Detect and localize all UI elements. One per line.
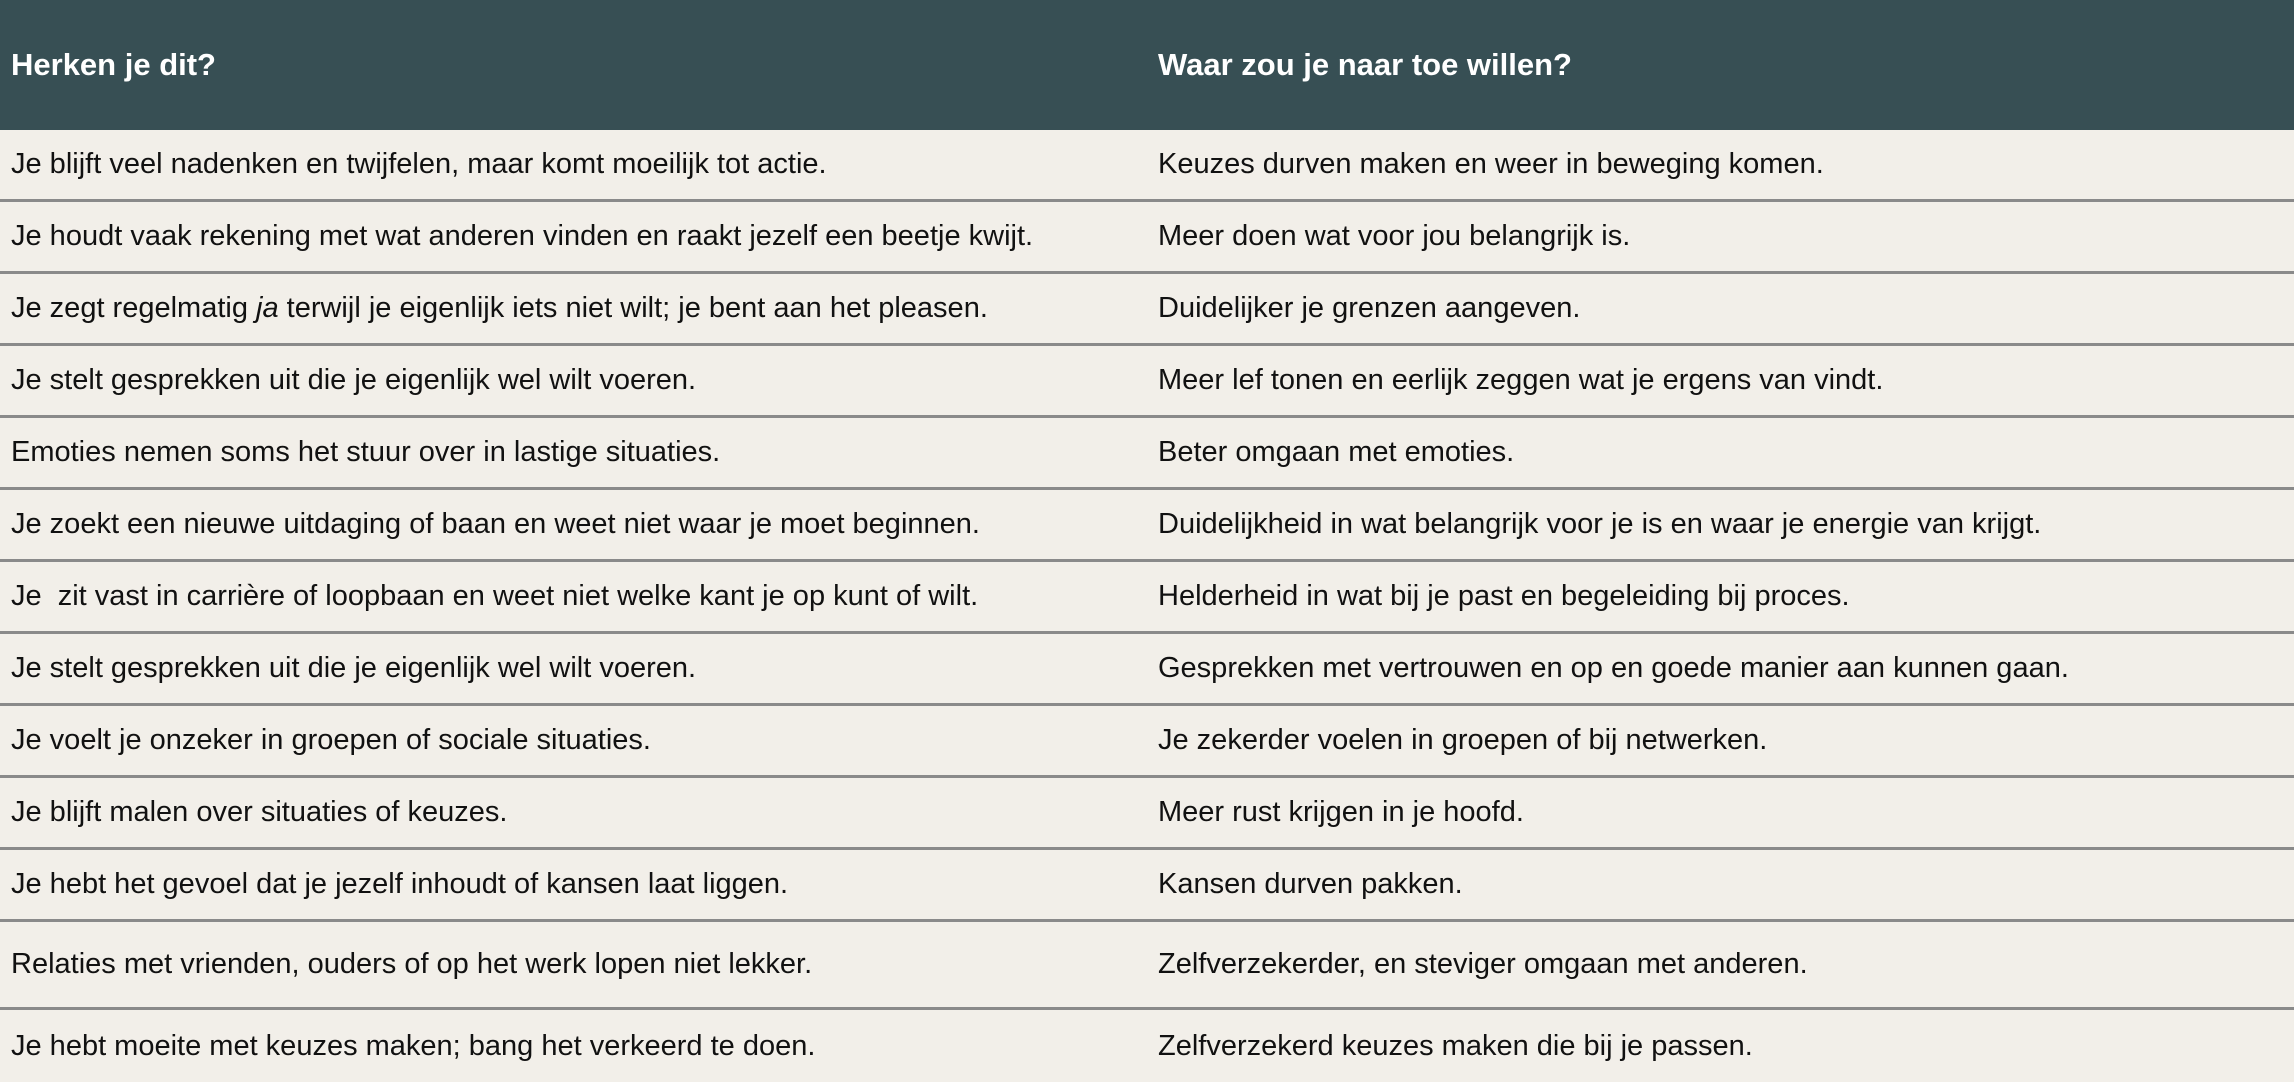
row-left-cell — [0, 292, 1148, 325]
table-row — [0, 634, 2294, 706]
row-right-cell: Keuzes durven maken en weer in beweging komen. — [1158, 148, 1824, 180]
table-row — [0, 274, 2294, 346]
row-left-cell: Je hebt moeite met keuzes maken; bang het verkeerd te doen. — [11, 1029, 816, 1062]
table-row — [0, 130, 2294, 202]
row-right-cell: Helderheid in wat bij je past en begeleiding bij proces. — [1158, 580, 1850, 612]
table-header — [0, 0, 2294, 130]
row-left-cell: Je zit vast in carrière of loopbaan en weet niet welke kant je op kunt of wilt. — [11, 580, 979, 612]
table-row — [0, 1010, 2294, 1082]
table-body — [0, 130, 2294, 1082]
row-right-cell: Zelfverzekerd keuzes maken die bij je passen. — [1158, 1029, 1753, 1062]
row-right-cell: Meer rust krijgen in je hoofd. — [1158, 796, 1524, 828]
row-left-cell: Je zoekt een nieuwe uitdaging of baan en weet niet waar je moet beginnen. — [11, 508, 980, 540]
row-right-cell: Gesprekken met vertrouwen en op en goede manier aan kunnen gaan. — [1158, 652, 2069, 684]
row-right-cell: Je zekerder voelen in groepen of bij netwerken. — [1158, 724, 1768, 756]
table-row — [0, 490, 2294, 562]
row-right-cell: Zelfverzekerder, en steviger omgaan met anderen. — [1158, 948, 1808, 980]
table-row — [0, 418, 2294, 490]
table-row — [0, 706, 2294, 778]
row-right-cell: Duidelijkheid in wat belangrijk voor je is en waar je energie van krijgt. — [1158, 508, 2042, 540]
table-row — [0, 850, 2294, 922]
row-left-cell: Je hebt het gevoel dat je jezelf inhoudt of kansen laat liggen. — [11, 868, 789, 900]
row-left-cell: Je houdt vaak rekening met wat anderen vinden en raakt jezelf een beetje kwijt. — [11, 220, 1034, 252]
row-left-cell: Je voelt je onzeker in groepen of sociale situaties. — [11, 724, 651, 756]
row-left-text-start: Je zegt regelmatig — [11, 292, 257, 324]
row-right-cell: Kansen durven pakken. — [1158, 868, 1463, 900]
row-left-cell: Je blijft veel nadenken en twijfelen, maar komt moeilijk tot actie. — [11, 148, 827, 180]
row-right-cell: Meer lef tonen en eerlijk zeggen wat je ergens van vindt. — [1158, 364, 1884, 396]
row-right-cell: Beter omgaan met emoties. — [1158, 436, 1515, 468]
header-col-goal: Waar zou je naar toe willen? — [1158, 47, 1572, 82]
row-left-cell: Je blijft malen over situaties of keuzes. — [11, 796, 508, 828]
row-left-cell: Relaties met vrienden, ouders of op het werk lopen niet lekker. — [11, 948, 813, 980]
row-right-cell: Duidelijker je grenzen aangeven. — [1158, 292, 1581, 324]
table-row — [0, 922, 2294, 1010]
table-row — [0, 778, 2294, 850]
row-left-text-end: terwijl je eigenlijk iets niet wilt; je bent aan het pleasen. — [278, 292, 988, 324]
row-right-cell: Meer doen wat voor jou belangrijk is. — [1158, 220, 1631, 252]
row-left-emphasis: ja — [256, 292, 279, 324]
table-row — [0, 202, 2294, 274]
row-left-cell: Emoties nemen soms het stuur over in lastige situaties. — [11, 436, 721, 468]
row-left-cell: Je stelt gesprekken uit die je eigenlijk wel wilt voeren. — [11, 364, 697, 396]
table-row — [0, 346, 2294, 418]
table-row — [0, 562, 2294, 634]
row-left-cell: Je stelt gesprekken uit die je eigenlijk wel wilt voeren. — [11, 652, 697, 684]
header-col-recognize: Herken je dit? — [11, 47, 216, 82]
